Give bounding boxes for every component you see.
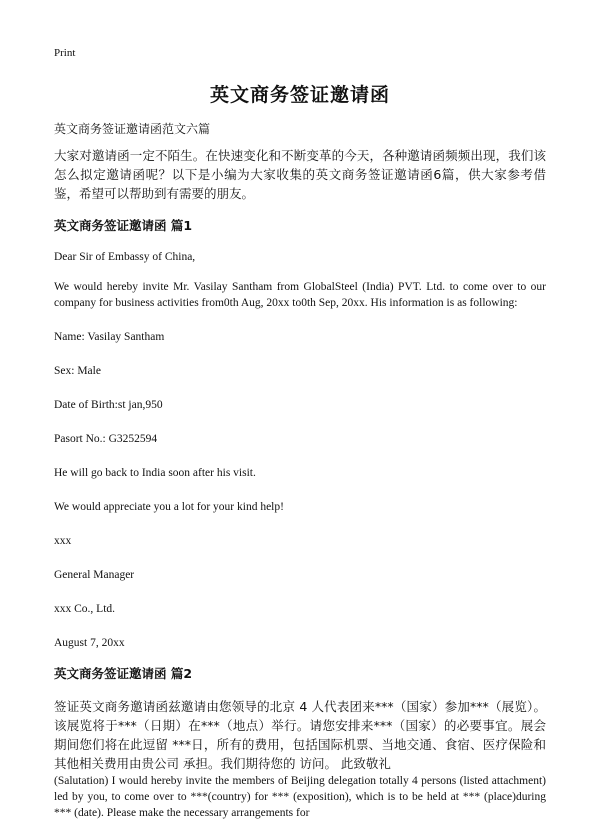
- page-title: 英文商务签证邀请函: [209, 84, 390, 106]
- section1-passport: Pasort No.: G3252594: [54, 433, 158, 445]
- section1-name: Name: Vasilay Santham: [54, 331, 165, 343]
- section2-heading: 英文商务签证邀请函 篇2: [54, 666, 193, 681]
- section1-position: General Manager: [54, 569, 135, 581]
- document-subtitle: 英文商务签证邀请函范文六篇: [54, 122, 211, 136]
- document-body: [54, 120, 546, 821]
- section1-thanks: We would appreciate you a lot for your kind help!: [54, 501, 284, 513]
- section1-return: He will go back to India soon after his visit.: [54, 467, 256, 479]
- section1-body: We would hereby invite Mr. Vasilay Santham from GlobalSteel (India) PVT. Ltd. to come over to our company for business activities from0th Aug, 20xx to0th Sep, 20xx. His information is as following:: [54, 281, 546, 309]
- section2-body-cn: 签证英文商务邀请函兹邀请由您领导的北京 4 人代表团来***（国家）参加***（展览）。该展览将于***（日期）在***（地点）举行。请您安排来***（国家）的必要事宜。展会期间您们将在此逗留 ***日，所有的费用，包括国际机票、当地交通、食宿、医疗保险和其他相关费用由贵公司 承担。我们期待您的 访问。 此致敬礼: [54, 699, 546, 771]
- section1-salutation: Dear Sir of Embassy of China,: [54, 251, 196, 263]
- intro-paragraph: 大家对邀请函一定不陌生。在快速变化和不断变革的今天，各种邀请函频频出现，我们该怎么拟定邀请函呢？以下是小编为大家收集的英文商务签证邀请函6篇，供大家参考借鉴，希望可以帮助到有需要的朋友。: [54, 148, 546, 201]
- section1-heading: 英文商务签证邀请函 篇1: [54, 218, 193, 233]
- section2-body-en: (Salutation) I would hereby invite the members of Beijing delegation totally 4 persons (listed attachment) led by you, to come over to ***(country) for *** (exposition), which is to be held at *** (place)during *** (date). Please make the necessary arrangements for: [54, 775, 546, 819]
- print-label[interactable]: Print: [54, 47, 76, 59]
- section1-signer: xxx: [54, 535, 72, 547]
- section1-company: xxx Co., Ltd.: [54, 603, 116, 615]
- section1-dob: Date of Birth:st jan,950: [54, 399, 163, 411]
- section1-date: August 7, 20xx: [54, 637, 125, 649]
- section1-sex: Sex: Male: [54, 365, 101, 377]
